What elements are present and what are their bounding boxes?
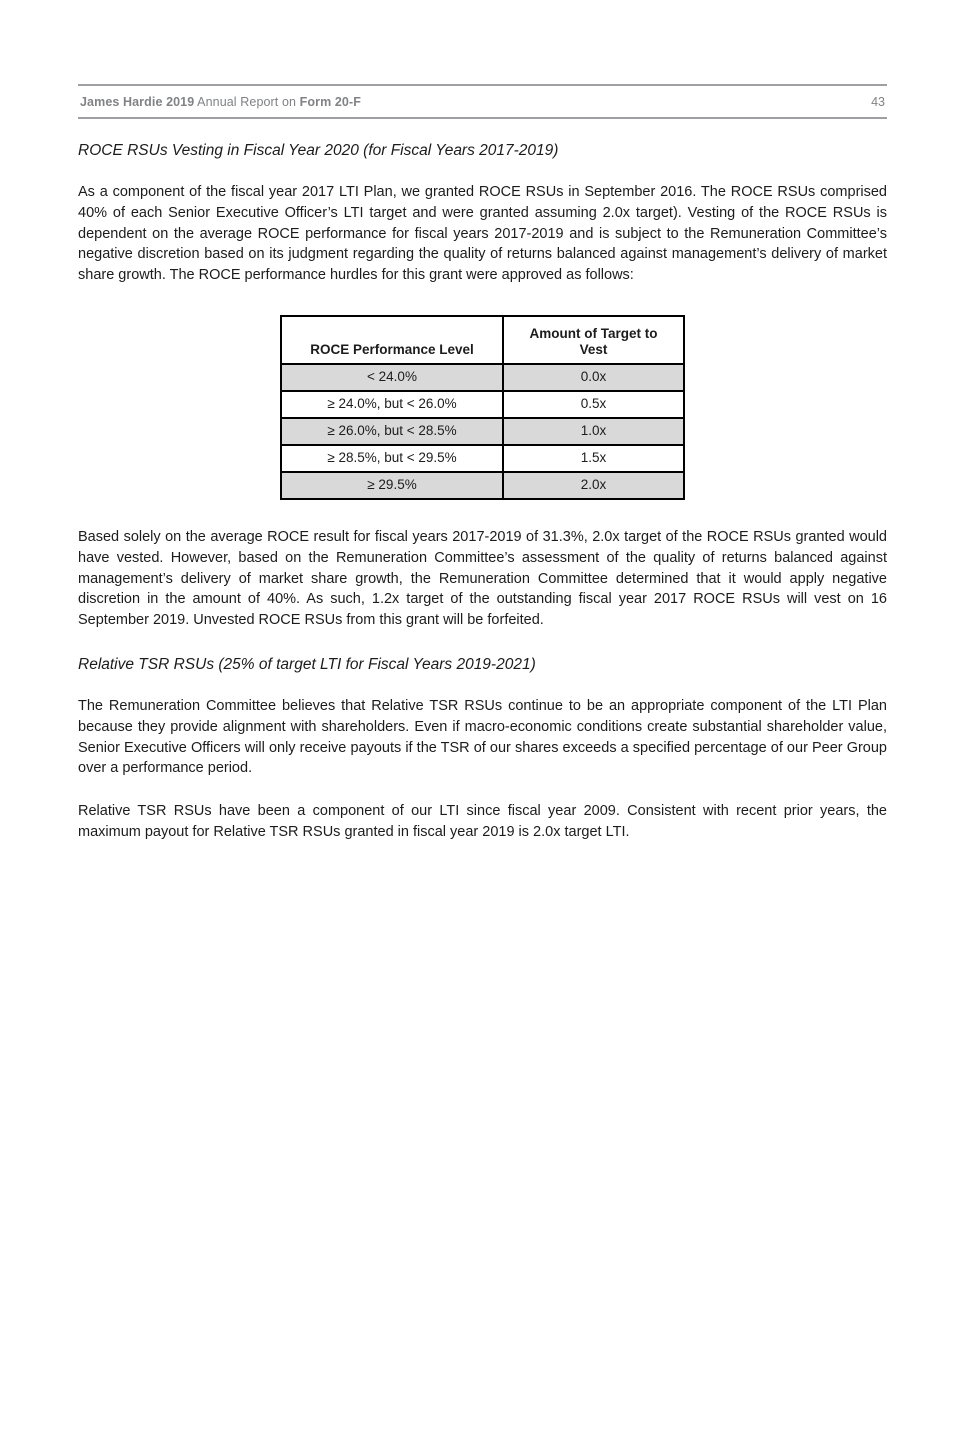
col-header-amount-to-vest: Amount of Target to Vest bbox=[503, 316, 684, 364]
paragraph-tsr-rationale: The Remuneration Committee believes that Relative TSR RSUs continue to be an appropriate component of the LTI Plan because they provide alignment with shareholders. Even if macro-economic conditions create substantial shareholder value, Senior Executive Officers will only receive payouts if the TSR of our shares exceeds a specified percentage of our Peer Group over a performance period. bbox=[78, 697, 887, 777]
table-row bbox=[281, 364, 684, 391]
report-title bbox=[80, 95, 361, 109]
cell-performance-level: ≥ 24.0%, but < 26.0% bbox=[281, 391, 503, 418]
cell-amount-to-vest: 0.5x bbox=[503, 391, 684, 418]
report-header bbox=[78, 84, 887, 119]
roce-performance-table bbox=[280, 315, 685, 500]
cell-performance-level: ≥ 28.5%, but < 29.5% bbox=[281, 445, 503, 472]
table-row bbox=[281, 391, 684, 418]
paragraph-roce-intro: As a component of the fiscal year 2017 LTI Plan, we granted ROCE RSUs in September 2016. The ROCE RSUs comprised 40% of each Senior Executive Officer’s LTI target and were granted assuming 2.0x target). Vesting of the ROCE RSUs is dependent on the average ROCE performance for fiscal years 2017-2019 and is subject to the Remuneration Committee’s negative discretion based on its judgment regarding the quality of returns balanced against management’s delivery of market share growth. The ROCE performance hurdles for this grant were approved as follows: bbox=[78, 184, 887, 284]
roce-table-head bbox=[281, 316, 684, 364]
cell-amount-to-vest: 1.5x bbox=[503, 445, 684, 472]
report-title-middle: Annual Report on bbox=[194, 95, 300, 109]
cell-amount-to-vest: 1.0x bbox=[503, 418, 684, 445]
report-form: Form 20-F bbox=[299, 95, 361, 109]
col-header-performance-level: ROCE Performance Level bbox=[281, 316, 503, 364]
table-row bbox=[281, 418, 684, 445]
cell-amount-to-vest: 2.0x bbox=[503, 472, 684, 499]
document-page bbox=[0, 84, 965, 1449]
cell-performance-level: ≥ 26.0%, but < 28.5% bbox=[281, 418, 503, 445]
cell-performance-level: < 24.0% bbox=[281, 364, 503, 391]
page-number: 43 bbox=[871, 95, 885, 109]
paragraph-tsr-history: Relative TSR RSUs have been a component of our LTI since fiscal year 2009. Consistent with recent prior years, the maximum payout for Relative TSR RSUs granted in fiscal year 2019 is 2.0x target LTI. bbox=[78, 803, 887, 840]
table-row bbox=[281, 472, 684, 499]
section-heading-relative-tsr: Relative TSR RSUs (25% of target LTI for Fiscal Years 2019-2021) bbox=[78, 655, 536, 673]
cell-performance-level: ≥ 29.5% bbox=[281, 472, 503, 499]
table-header-row bbox=[281, 316, 684, 364]
paragraph-roce-result: Based solely on the average ROCE result for fiscal years 2017-2019 of 31.3%, 2.0x target of the ROCE RSUs granted would have vested. However, based on the Remuneration Committee’s assessment of the quality of returns balanced against management’s delivery of market share growth, the Remuneration Committee determined that it would apply negative discretion in the amount of 40%. As such, 1.2x target of the outstanding fiscal year 2017 ROCE RSUs will vest on 16 September 2019. Unvested ROCE RSUs from this grant will be forfeited. bbox=[78, 528, 887, 629]
section-heading-roce-rsus-vesting: ROCE RSUs Vesting in Fiscal Year 2020 (for Fiscal Years 2017-2019) bbox=[78, 142, 559, 159]
table-row bbox=[281, 445, 684, 472]
cell-amount-to-vest: 0.0x bbox=[503, 364, 684, 391]
roce-table-body bbox=[281, 364, 684, 499]
report-brand: James Hardie 2019 bbox=[80, 95, 195, 109]
